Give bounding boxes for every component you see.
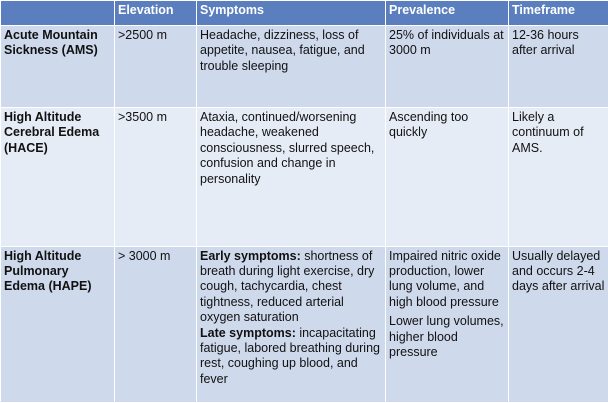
table-row (1, 26, 608, 108)
condition-cell: High Altitude Pulmonary Edema (HAPE) (1, 246, 115, 402)
early-symptoms (200, 249, 383, 326)
prevalence-text-1: Impaired nitric oxide production, lower lung volume, and high blood pressure (389, 248, 501, 309)
header-symptoms: Symptoms (197, 1, 386, 26)
late-symptoms-text: incapacitating fatigue, labored breathing during rest, coughing up blood, and fever (200, 325, 380, 386)
prevalence-text-2: Lower lung volumes, higher blood pressure (389, 314, 504, 359)
table-row (1, 246, 608, 402)
early-symptoms-text: shortness of breath during light exercise, dry cough, tachycardia, chest tightness, reduced arterial oxygen saturation (200, 248, 375, 325)
late-symptoms (200, 326, 383, 388)
elevation-cell: >2500 m (115, 26, 197, 108)
timeframe-cell: 12-36 hours after arrival (509, 26, 608, 108)
timeframe-cell: Likely a continuum of AMS. (509, 107, 608, 246)
prevalence-cell: Ascending too quickly (386, 107, 509, 246)
header-prevalence: Prevalence (386, 1, 509, 26)
symptoms-cell (197, 246, 386, 402)
condition-cell: Acute Mountain Sickness (AMS) (1, 26, 115, 108)
timeframe-cell: Usually delayed and occurs 2-4 days after arrival (509, 246, 608, 402)
symptoms-cell: Ataxia, continued/worsening headache, weakened consciousness, slurred speech, confusion and change in personality (197, 107, 386, 246)
symptoms-cell: Headache, dizziness, loss of appetite, nausea, fatigue, and trouble sleeping (197, 26, 386, 108)
header-row (1, 1, 608, 26)
late-symptoms-label: Late symptoms: (200, 325, 296, 340)
prevalence-cell: 25% of individuals at 3000 m (386, 26, 509, 108)
header-condition (1, 1, 115, 26)
header-elevation: Elevation (115, 1, 197, 26)
table-row (1, 107, 608, 246)
header-timeframe: Timeframe (509, 1, 608, 26)
elevation-cell: >3500 m (115, 107, 197, 246)
condition-cell: High Altitude Cerebral Edema (HACE) (1, 107, 115, 246)
early-symptoms-label: Early symptoms: (200, 248, 301, 263)
elevation-cell: > 3000 m (115, 246, 197, 402)
prevalence-cell (386, 246, 509, 402)
